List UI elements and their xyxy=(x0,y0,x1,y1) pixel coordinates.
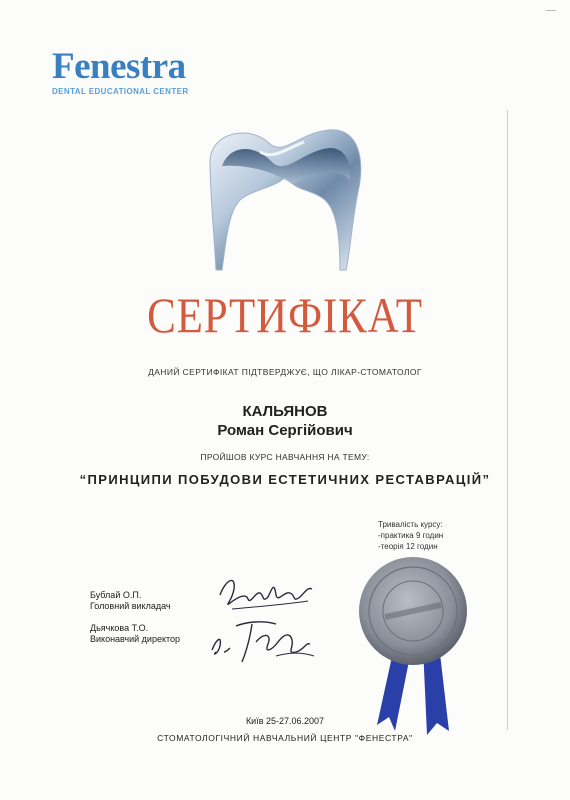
signatory-role: Виконавчий директор xyxy=(90,634,181,644)
recipient xyxy=(0,402,570,440)
duration-title: Тривалість курсу: xyxy=(378,520,443,529)
fenestra-logo xyxy=(52,48,189,96)
course-line: ПРОЙШОВ КУРС НАВЧАННЯ НА ТЕМУ: xyxy=(200,452,370,462)
signatory-name: Бублай О.П. xyxy=(90,590,142,600)
confirm-line: ДАНИЙ СЕРТИФІКАТ ПІДТВЕРДЖУЄ, ЩО ЛІКАР-СТОМАТОЛОГ xyxy=(148,367,422,377)
recipient-surname: КАЛЬЯНОВ xyxy=(242,403,328,420)
course-title: “ПРИНЦИПИ ПОБУДОВИ ЕСТЕТИЧНИХ РЕСТАВРАЦІЙ” xyxy=(79,472,491,487)
recipient-name: Роман Сергійович xyxy=(217,422,353,439)
logo-name: Fenestra xyxy=(52,46,186,87)
signatory-2 xyxy=(90,623,180,645)
certificate-title: СЕРТИФІКАТ xyxy=(147,287,423,343)
logo-subtitle: DENTAL EDUCATIONAL CENTER xyxy=(52,87,189,96)
handwritten-signature-1 xyxy=(212,567,322,617)
duration-theory: -теорія 12 годин xyxy=(378,542,438,551)
signatory-1 xyxy=(90,590,171,612)
handwritten-signature-2 xyxy=(206,612,318,668)
signatory-role: Головний викладач xyxy=(90,601,171,611)
duration-practice: -практика 9 годин xyxy=(378,531,444,540)
place-and-date: Київ 25-27.06.2007 xyxy=(245,716,325,726)
organization-name: СТОМАТОЛОГІЧНИЙ НАВЧАЛЬНИЙ ЦЕНТР "ФЕНЕСТРА" xyxy=(157,733,413,743)
course-duration xyxy=(378,519,443,552)
tooth-icon xyxy=(200,122,368,272)
signatory-name: Дьячкова Т.О. xyxy=(90,623,149,633)
corner-mark xyxy=(546,10,556,19)
